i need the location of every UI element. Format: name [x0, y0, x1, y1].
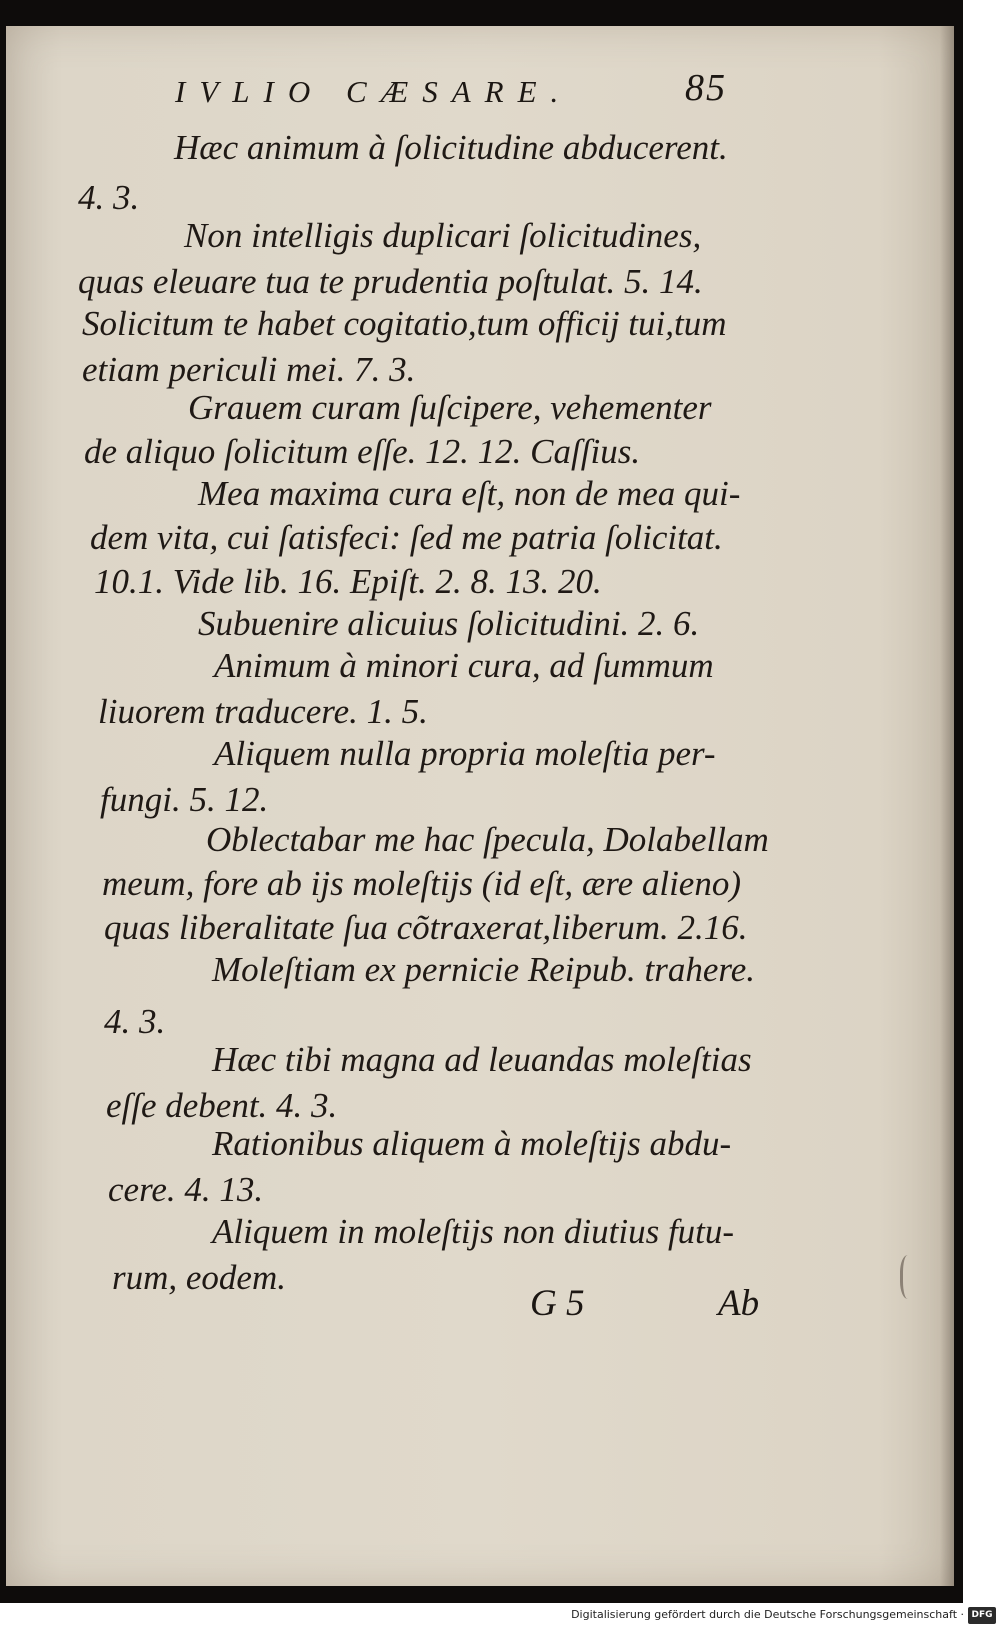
- text-line: cere. 4. 13.: [108, 1170, 264, 1209]
- text-line: 4. 3.: [104, 1002, 166, 1041]
- text-line: Rationibus aliquem à moleſtijs abdu-: [212, 1124, 732, 1163]
- text-line: etiam periculi mei. 7. 3.: [82, 350, 416, 389]
- text-line: Solicitum te habet cogitatio,tum officij tui,tum: [82, 304, 727, 343]
- footer-bar: [0, 1606, 1000, 1629]
- text-line: Mea maxima cura eſt, non de mea qui-: [198, 474, 741, 513]
- text-line: Grauem curam ſuſcipere, vehementer: [188, 388, 712, 427]
- text-line: quas liberalitate ſua cõtraxerat,liberum. 2.16.: [104, 908, 748, 947]
- text-line: dem vita, cui ſatisfeci: ſed me patria ſolicitat.: [90, 518, 723, 557]
- text-line: Aliquem nulla propria moleſtia per-: [214, 734, 716, 773]
- text-line: 4. 3.: [78, 178, 140, 217]
- text-line: 10.1. Vide lib. 16. Epiſt. 2. 8. 13. 20.: [94, 562, 602, 601]
- catchword: Ab: [718, 1283, 760, 1324]
- text-line: Moleſtiam ex pernicie Reipub. trahere.: [212, 950, 755, 989]
- text-line: meum, fore ab ijs moleſtijs (id eſt, ære alieno): [102, 864, 741, 903]
- text-line: fungi. 5. 12.: [100, 780, 269, 819]
- text-line: eſſe debent. 4. 3.: [106, 1086, 338, 1125]
- catchwords: [530, 1282, 790, 1332]
- margin-mark: [900, 1255, 919, 1299]
- text-line: rum, eodem.: [112, 1258, 286, 1297]
- dfg-logo: DFG: [968, 1607, 996, 1624]
- text-line: Oblectabar me hac ſpecula, Dolabellam: [206, 820, 769, 859]
- text-line: de aliquo ſolicitum eſſe. 12. 12. Caſſius.: [84, 432, 641, 471]
- footer-credit: Digitalisierung gefördert durch die Deutsche Forschungsgemeinschaft ·: [571, 1608, 964, 1621]
- running-title: IVLIO CÆSARE.: [175, 74, 573, 109]
- text-line: quas eleuare tua te prudentia poſtulat. 5. 14.: [78, 262, 703, 301]
- text-line: liuorem traducere. 1. 5.: [98, 692, 428, 731]
- text-line: Hæc animum à ſolicitudine abducerent.: [174, 128, 728, 167]
- text-line: Animum à minori cura, ad ſummum: [214, 646, 714, 685]
- running-head: [175, 62, 755, 122]
- text-line: Hæc tibi magna ad leuandas moleſtias: [212, 1040, 752, 1079]
- page-number: 85: [685, 67, 727, 109]
- signature-mark: G 5: [530, 1283, 585, 1324]
- text-line: Aliquem in moleſtijs non diutius futu-: [212, 1212, 735, 1251]
- text-line: Subuenire alicuius ſolicitudini. 2. 6.: [198, 604, 700, 643]
- text-line: Non intelligis duplicari ſolicitudines,: [184, 216, 702, 255]
